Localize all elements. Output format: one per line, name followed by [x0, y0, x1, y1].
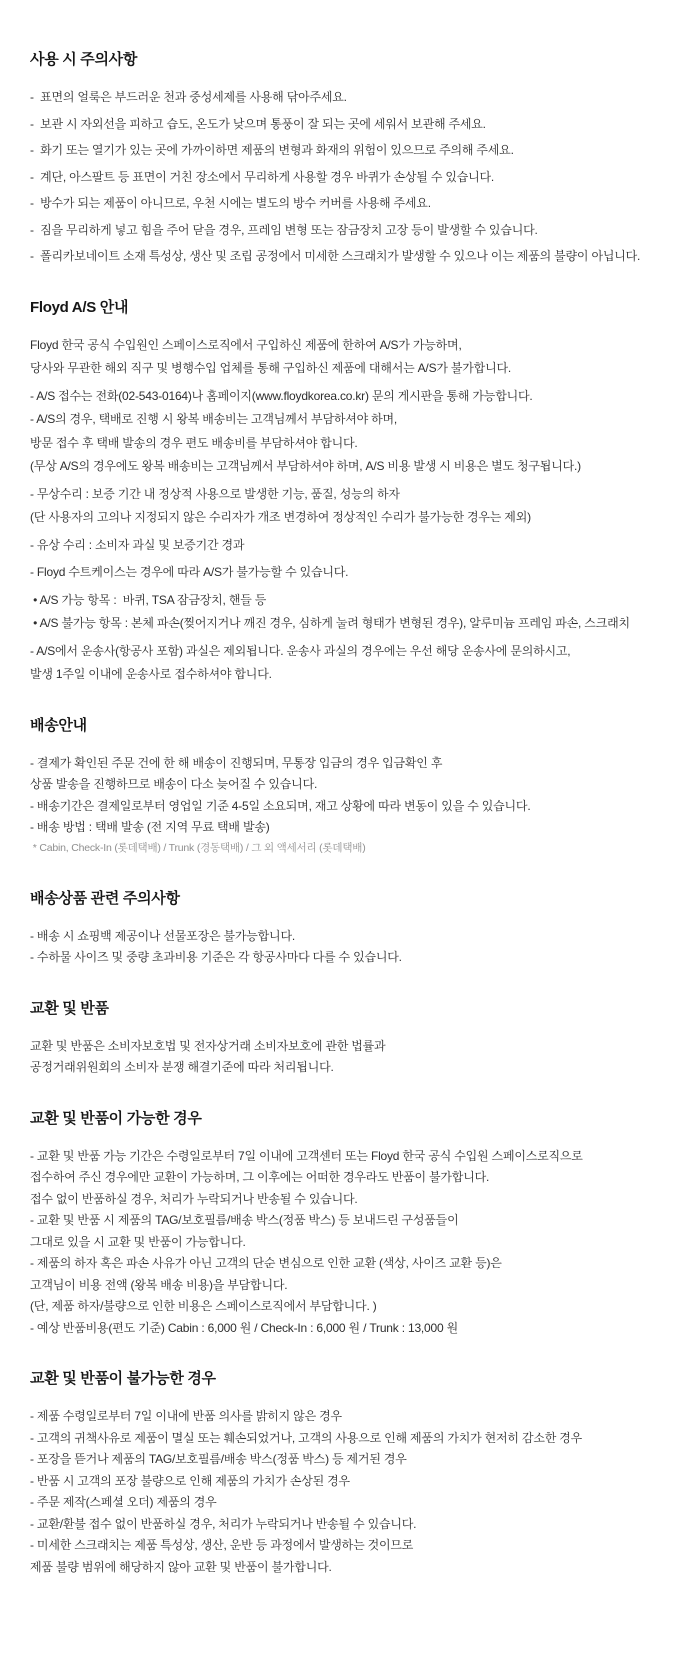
paragraph-group [30, 593, 672, 631]
policy-line: - 제품의 하자 혹은 파손 사유가 아닌 고객의 단순 변심으로 인한 교환 (색상, 사이즈 교환 등)은 [30, 1256, 502, 1270]
section-shipping-product-precautions [30, 889, 672, 965]
policy-line: - 교환/환불 접수 없이 반품하실 경우, 처리가 누락되거나 반송될 수 있습니다. [30, 1516, 417, 1531]
policy-line: 교환 및 반품은 소비자보호법 및 전자상거래 소비자보호에 관한 법률과 [30, 1038, 386, 1053]
policy-line: - 포장을 뜯거나 제품의 TAG/보호필름/배송 박스(정품 박스) 등 제거된 경우 [30, 1452, 407, 1466]
section-heading-exchange-return: 교환 및 반품 [30, 999, 109, 1017]
policy-line: 발생 1주일 이내에 운송사로 접수하셔야 합니다. [30, 667, 272, 681]
policy-line: - 짐을 무리하게 넣고 힘을 주어 닫을 경우, 프레임 변형 또는 잠금장치 고장 등이 발생할 수 있습니다. [30, 222, 538, 237]
policy-line: - A/S 접수는 전화(02-543-0164)나 홈페이지(www.floydkorea.co.kr) 문의 게시판을 통해 가능합니다. [30, 388, 533, 403]
policy-line: - 수하물 사이즈 및 중량 초과비용 기준은 각 항공사마다 다를 수 있습니다. [30, 950, 402, 964]
policy-line: - 폴리카보네이트 소재 특성상, 생산 및 조립 공정에서 미세한 스크래치가 발생할 수 있으나 이는 제품의 불량이 아닙니다. [30, 249, 641, 263]
policy-line: - Floyd 수트케이스는 경우에 따라 A/S가 불가능할 수 있습니다. [30, 565, 349, 579]
policy-line: 방문 접수 후 택배 발송의 경우 편도 배송비를 부담하셔야 합니다. [30, 435, 358, 450]
policy-line: - 유상 수리 : 소비자 과실 및 보증기간 경과 [30, 537, 245, 552]
section-heading-usage-precautions: 사용 시 주의사항 [30, 51, 138, 68]
policy-line: - 배송기간은 결제일로부터 영업일 기준 4-5일 소요되며, 재고 상황에 따라 변동이 있을 수 있습니다. [30, 798, 531, 813]
section-exchange-return-impossible [30, 1369, 672, 1574]
section-heading-floyd-as-guide: Floyd A/S 안내 [30, 298, 129, 316]
policy-line: - 표면의 얼룩은 부드러운 천과 중성세제를 사용해 닦아주세요. [30, 90, 347, 104]
policy-line: - 배송 방법 : 택배 발송 (전 지역 무료 택배 발송) [30, 820, 270, 834]
paragraph-group [30, 565, 672, 580]
policy-line: - 교환 및 반품 시 제품의 TAG/보호필름/배송 박스(정품 박스) 등 보내드린 구성품들이 [30, 1213, 459, 1227]
paragraph-group [30, 1039, 672, 1075]
policy-line: - 배송 시 쇼핑백 제공이나 선물포장은 불가능합니다. [30, 928, 295, 943]
policy-line: - A/S에서 운송사(항공사 포함) 과실은 제외됩니다. 운송사 과실의 경우에는 우선 해당 운송사에 문의하시고, [30, 643, 571, 658]
policy-line: - 보관 시 자외선을 피하고 습도, 온도가 낮으며 통풍이 잘 되는 곳에 세워서 보관해 주세요. [30, 116, 486, 131]
policy-line: - 계단, 아스팔트 등 표면이 거친 장소에서 무리하게 사용할 경우 바퀴가 손상될 수 있습니다. [30, 169, 495, 184]
policy-line: (단, 제품 하자/불량으로 인한 비용은 스페이스로직에서 부담합니다. ) [30, 1299, 377, 1313]
policy-line: 고객님이 비용 전액 (왕복 배송 비용)을 부담합니다. [30, 1277, 288, 1292]
policy-line: 접수 없이 반품하실 경우, 처리가 누락되거나 반송될 수 있습니다. [30, 1191, 358, 1206]
policy-line: - A/S의 경우, 택배로 진행 시 왕복 배송비는 고객님께서 부담하셔야 하며, [30, 412, 398, 426]
policy-line: - 화기 또는 열기가 있는 곳에 가까이하면 제품의 변형과 화재의 위험이 있으므로 주의해 주세요. [30, 143, 514, 157]
section-usage-precautions [30, 50, 672, 264]
policy-line: • A/S 불가능 항목 : 본체 파손(찢어지거나 깨진 경우, 심하게 눌려 형태가 변형된 경우), 알루미늄 프레임 파손, 스크래치 [30, 616, 630, 630]
policy-line: Floyd 한국 공식 수입원인 스페이스로직에서 구입하신 제품에 한하여 A/S가 가능하며, [30, 337, 462, 352]
policy-line: - 방수가 되는 제품이 아니므로, 우천 시에는 별도의 방수 커버를 사용해 주세요. [30, 196, 431, 210]
policy-line: 공정거래위원회의 소비자 분쟁 해결기준에 따라 처리됩니다. [30, 1060, 334, 1074]
policy-line: • A/S 가능 항목 : 바퀴, TSA 잠금장치, 핸들 등 [30, 592, 267, 607]
section-exchange-return-possible [30, 1109, 672, 1336]
section-exchange-return [30, 999, 672, 1075]
policy-line: - 결제가 확인된 주문 건에 한 해 배송이 진행되며, 무통장 입금의 경우 입금확인 후 [30, 755, 443, 770]
policy-line: (단 사용자의 고의나 지정되지 않은 수리자가 개조 변경하여 정상적인 수리가 불가능한 경우는 제외) [30, 510, 531, 524]
shipping-carrier-note: * Cabin, Check-In (롯데택배) / Trunk (경동택배) / 그 외 액세서리 (롯데택배) [30, 841, 366, 854]
section-floyd-as-guide [30, 298, 672, 682]
policy-line: - 교환 및 반품 가능 기간은 수령일로부터 7일 이내에 고객센터 또는 Floyd 한국 공식 수입원 스페이스로직으로 [30, 1148, 583, 1163]
paragraph-group [30, 756, 672, 855]
paragraph-group [30, 644, 672, 682]
policy-line: - 고객의 귀책사유로 제품이 멸실 또는 훼손되었거나, 고객의 사용으로 인해 제품의 가치가 현저히 감소한 경우 [30, 1430, 583, 1445]
policy-line: - 반품 시 고객의 포장 불량으로 인해 제품의 가치가 손상된 경우 [30, 1473, 350, 1488]
section-heading-shipping-guide: 배송안내 [30, 716, 87, 734]
policy-line: - 제품 수령일로부터 7일 이내에 반품 의사를 밝히지 않은 경우 [30, 1409, 342, 1423]
policy-line: (무상 A/S의 경우에도 왕복 배송비는 고객님께서 부담하셔야 하며, A/S 비용 발생 시 비용은 별도 청구됩니다.) [30, 459, 581, 473]
paragraph-group [30, 538, 672, 553]
paragraph-group [30, 487, 672, 525]
section-heading-exchange-return-possible: 교환 및 반품이 가능한 경우 [30, 1109, 202, 1127]
policy-line: 접수하여 주신 경우에만 교환이 가능하며, 그 이후에는 어떠한 경우라도 반품이 불가합니다. [30, 1170, 490, 1184]
paragraph-group [30, 389, 672, 474]
paragraph-group [30, 338, 672, 376]
section-heading-exchange-return-impossible: 교환 및 반품이 불가능한 경우 [30, 1370, 216, 1387]
paragraph-group [30, 90, 672, 264]
policy-line: 그대로 있을 시 교환 및 반품이 가능합니다. [30, 1234, 246, 1249]
policy-line: - 무상수리 : 보증 기간 내 정상적 사용으로 발생한 기능, 품질, 성능의 하자 [30, 486, 400, 501]
paragraph-group [30, 1149, 672, 1336]
policy-line: 제품 불량 범위에 해당하지 않아 교환 및 반품이 불가합니다. [30, 1559, 332, 1574]
policy-line: - 미세한 스크래치는 제품 특성상, 생산, 운반 등 과정에서 발생하는 것이므로 [30, 1538, 414, 1552]
paragraph-group [30, 1409, 672, 1574]
paragraph-group [30, 929, 672, 965]
policy-line: - 주문 제작(스페셜 오더) 제품의 경우 [30, 1495, 217, 1509]
policy-line: 상품 발송을 진행하므로 배송이 다소 늦어질 수 있습니다. [30, 777, 318, 791]
policy-line: - 예상 반품비용(편도 기준) Cabin : 6,000 원 / Check-In : 6,000 원 / Trunk : 13,000 원 [30, 1320, 458, 1335]
section-shipping-guide [30, 716, 672, 855]
section-heading-shipping-product-precautions: 배송상품 관련 주의사항 [30, 889, 180, 907]
policy-line: 당사와 무관한 해외 직구 및 병행수입 업체를 통해 구입하신 제품에 대해서는 A/S가 불가합니다. [30, 361, 511, 375]
